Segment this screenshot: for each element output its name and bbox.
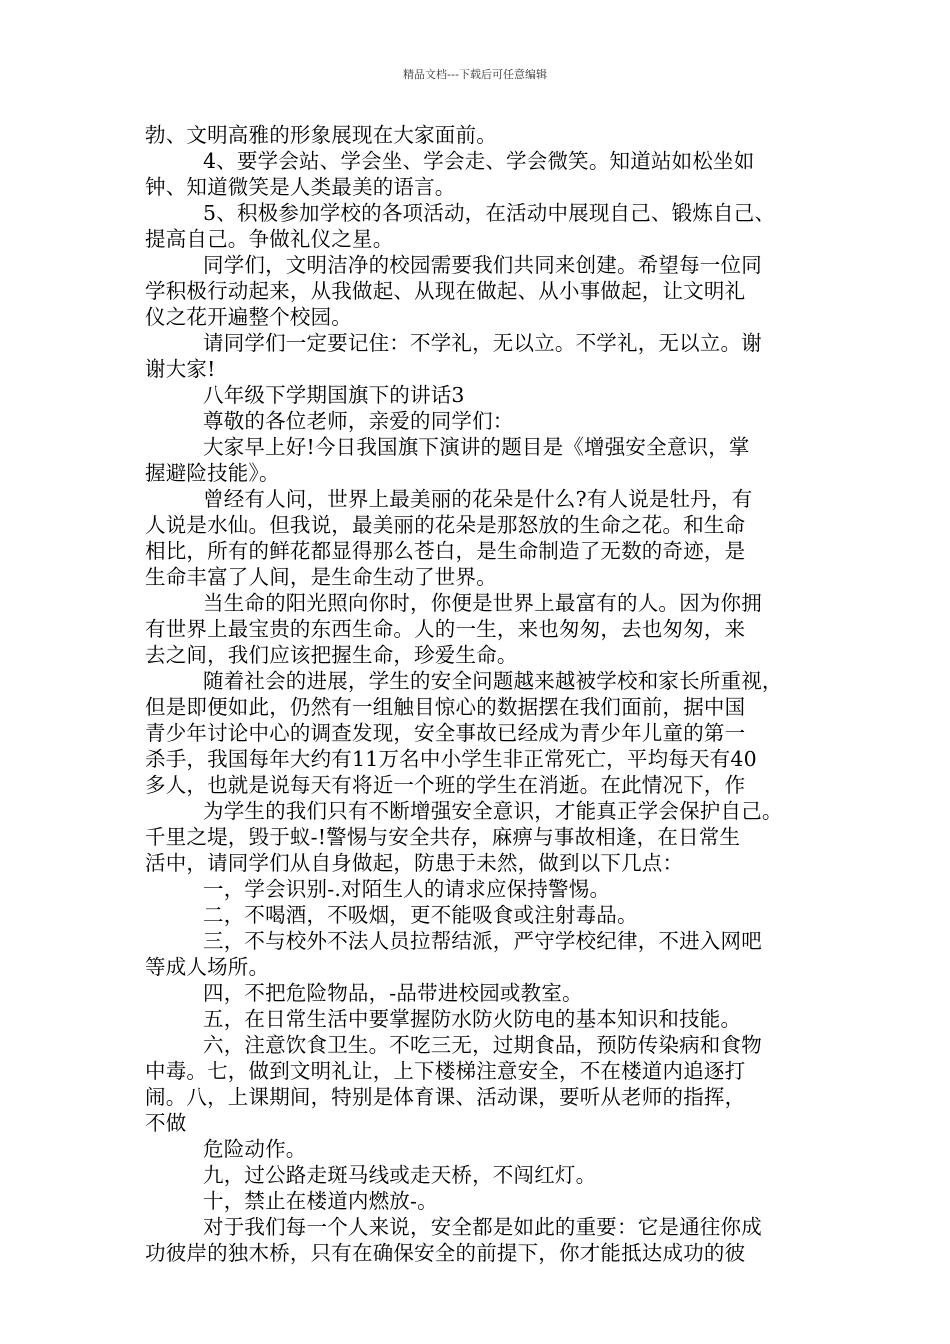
text-line: 四，不把危险物品，-品带进校园或教室。	[203, 981, 583, 1005]
text-line: 仪之花开遍整个校园。	[145, 305, 352, 329]
text-line: 多人，也就是说每天有将近一个班的学生在消逝。在此情况下，作	[145, 773, 746, 797]
text-line: 人说是水仙。但我说，最美丽的花朵是那怒放的生命之花。和生命	[145, 513, 746, 537]
text-line: 杀手，我国每年大约有11万名中小学生非正常死亡，平均每天有40	[145, 747, 757, 771]
text-line: 等成人场所。	[145, 955, 270, 979]
text-line: 随着社会的进展，学生的安全问题越来越被学校和家长所重视，	[203, 669, 783, 693]
text-line: 请同学们一定要记住：不学礼，无以立。不学礼，无以立。谢	[203, 331, 762, 355]
text-line: 生命丰富了人间，是生命生动了世界。	[145, 565, 497, 589]
text-line: 5、积极参加学校的各项活动，在活动中展现自己、锻炼自己、	[203, 201, 776, 225]
text-line: 中毒。七，做到文明礼让，上下楼梯注意安全，不在楼道内追逐打	[145, 1059, 746, 1083]
text-line: 八年级下学期国旗下的讲话3	[203, 383, 465, 407]
text-line: 学积极行动起来，从我做起、从现在做起、从小事做起，让文明礼	[145, 279, 746, 303]
text-line: 当生命的阳光照向你时，你便是世界上最富有的人。因为你拥	[203, 591, 762, 615]
text-line: 活中，请同学们从自身做起，防患于未然，做到以下几点：	[145, 851, 684, 875]
text-line: 有世界上最宝贵的东西生命。人的一生，来也匆匆，去也匆匆，来	[145, 617, 746, 641]
text-line: 尊敬的各位老师，亲爱的同学们：	[203, 409, 514, 433]
document-body	[145, 122, 810, 1266]
text-line: 危险动作。	[203, 1137, 307, 1161]
text-line: 六，注意饮食卫生。不吃三无，过期食品，预防传染病和食物	[203, 1033, 762, 1057]
text-line: 勃、文明高雅的形象展现在大家面前。	[145, 123, 497, 147]
text-line: 二，不喝酒，不吸烟，更不能吸食或注射毒品。	[203, 903, 638, 927]
text-line: 钟、知道微笑是人类最美的语言。	[145, 175, 456, 199]
text-line: 闹。八，上课期间，特别是体育课、活动课，要听从老师的指挥，	[145, 1085, 746, 1109]
text-line: 为学生的我们只有不断增强安全意识，才能真正学会保护自己。	[203, 799, 783, 823]
text-line: 九，过公路走斑马线或走天桥，不闯红灯。	[203, 1163, 597, 1187]
text-line: 五，在日常生活中要掌握防水防火防电的基本知识和技能。	[203, 1007, 742, 1031]
text-line: 曾经有人问，世界上最美丽的花朵是什么?有人说是牡丹，有	[203, 487, 753, 511]
text-line: 但是即便如此，仍然有一组触目惊心的数据摆在我们面前，据中国	[145, 695, 746, 719]
text-line: 三，不与校外不法人员拉帮结派，严守学校纪律，不进入网吧	[203, 929, 762, 953]
text-line: 4、要学会站、学会坐、学会走、学会微笑。知道站如松坐如	[203, 149, 755, 173]
text-line: 同学们，文明洁净的校园需要我们共同来创建。希望每一位同	[203, 253, 762, 277]
text-line: 对于我们每一个人来说，安全都是如此的重要：它是通往你成	[203, 1215, 762, 1239]
text-line: 提高自己。争做礼仪之星。	[145, 227, 394, 251]
text-line: 青少年讨论中心的调查发现，安全事故已经成为青少年儿童的第一	[145, 721, 746, 745]
text-line: 大家早上好!今日我国旗下演讲的题目是《增强安全意识，掌	[203, 435, 750, 459]
text-line: 谢大家!	[145, 357, 216, 381]
text-line: 功彼岸的独木桥，只有在确保安全的前提下，你才能抵达成功的彼	[145, 1241, 746, 1265]
text-line: 握避险技能》。	[145, 461, 280, 485]
text-line: 十，禁止在楼道内燃放-。	[203, 1189, 438, 1213]
text-line: 不做	[145, 1111, 187, 1135]
page-header: 精品文档---下载后可任意编辑	[403, 68, 547, 81]
text-line: 一，学会识别-.对陌生人的请求应保持警惕。	[203, 877, 611, 901]
text-line: 千里之堤，毁于蚁-!警惕与安全共存，麻痹与事故相逢，在日常生	[145, 825, 741, 849]
text-line: 相比，所有的鲜花都显得那么苍白，是生命制造了无数的奇迹，是	[145, 539, 746, 563]
text-line: 去之间，我们应该把握生命，珍爱生命。	[145, 643, 518, 667]
